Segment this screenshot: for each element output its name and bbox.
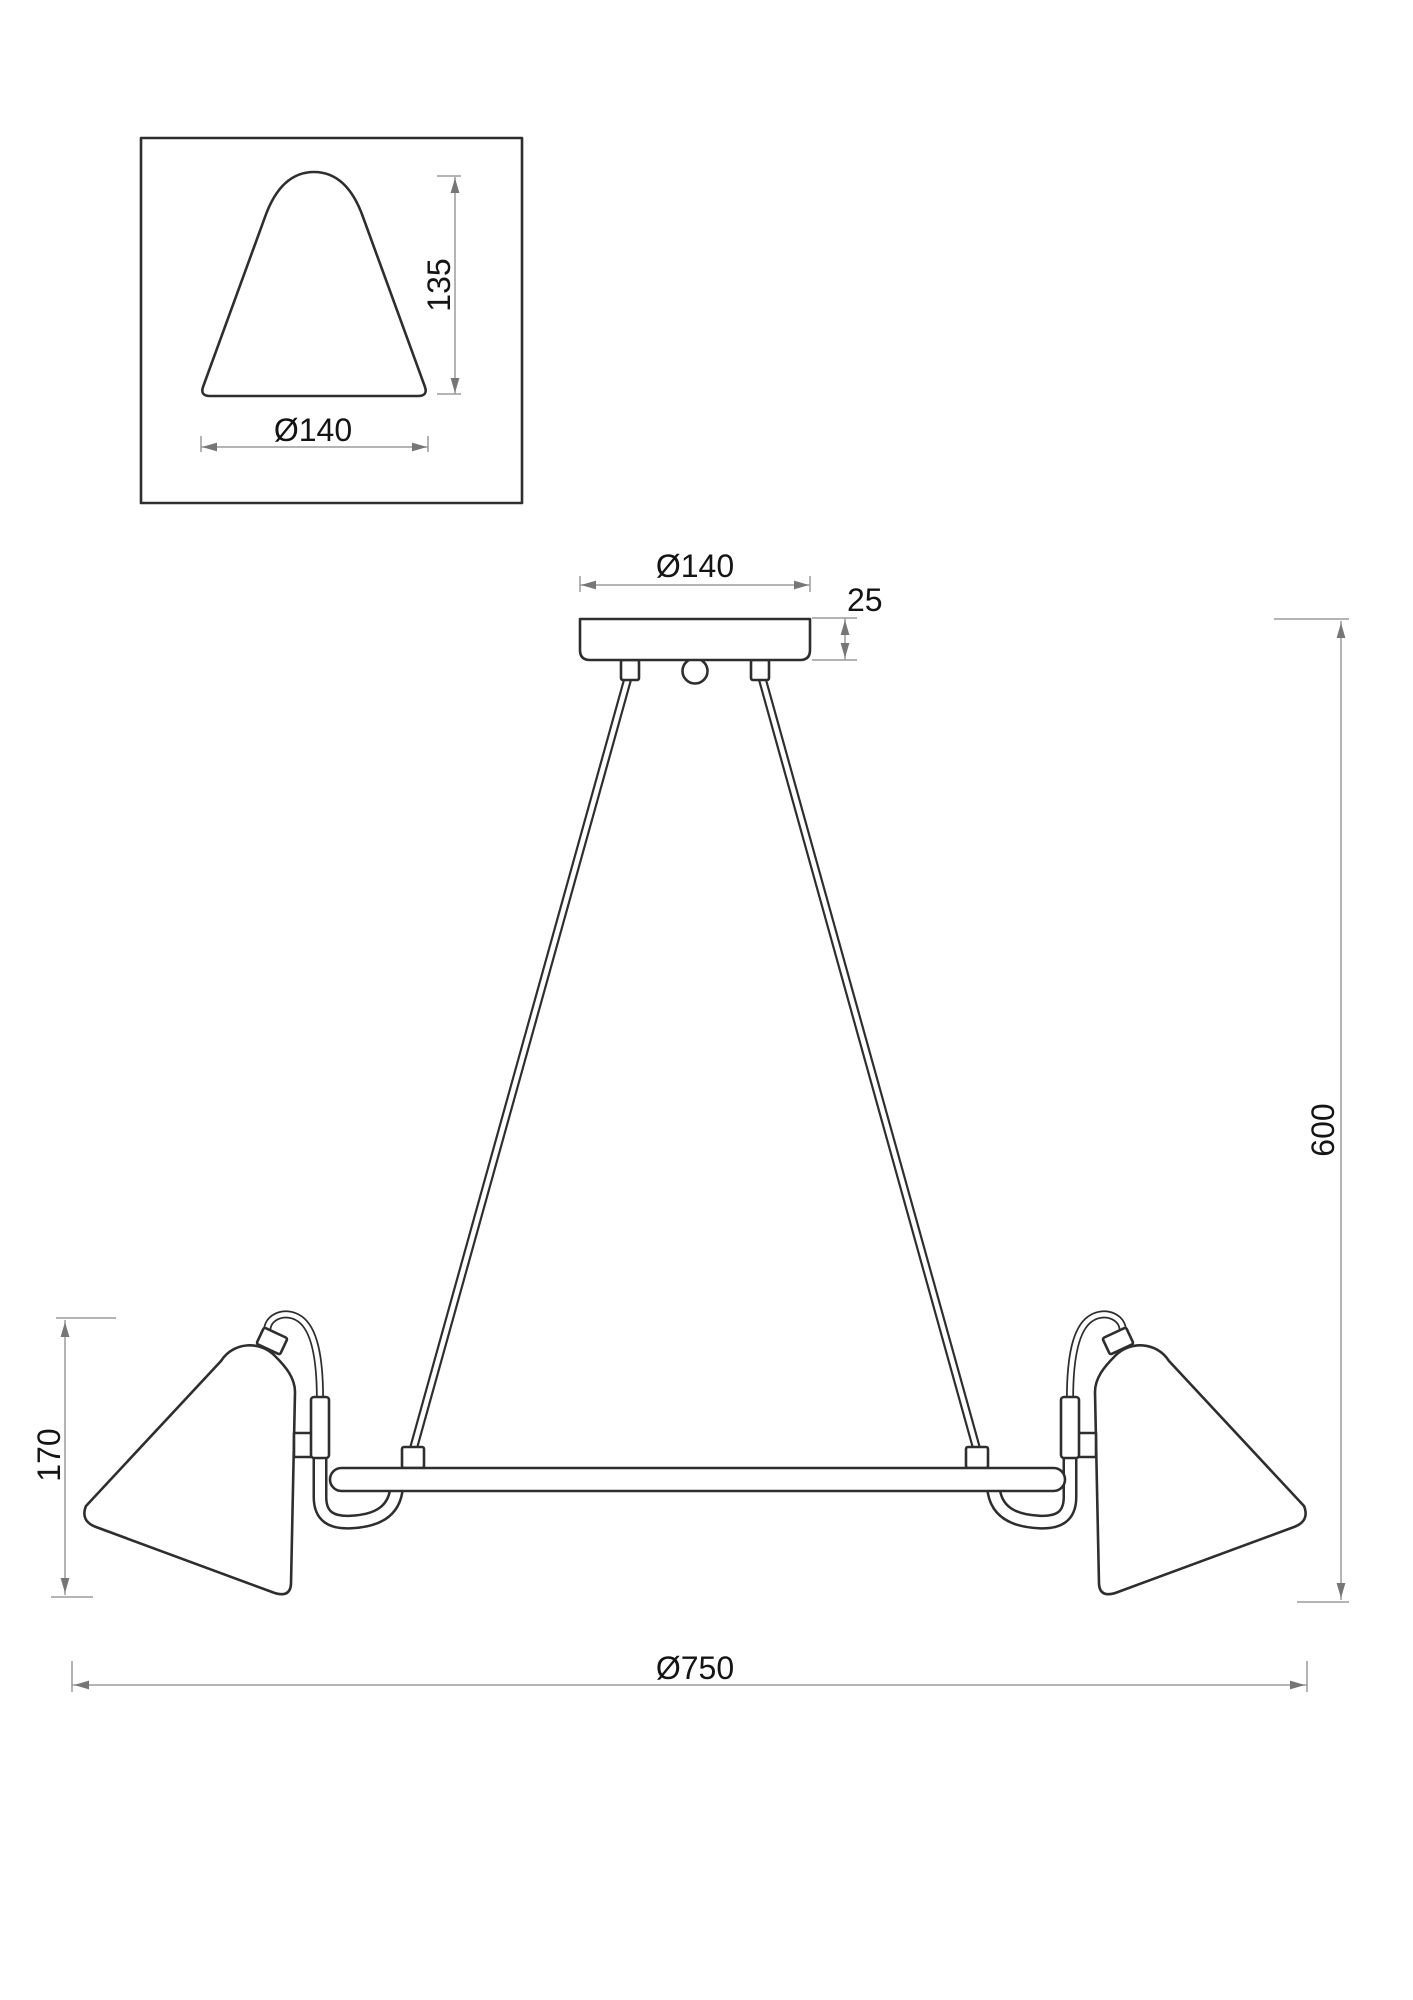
dim-arrow-up <box>451 178 460 193</box>
dim-overall-width <box>72 1650 1307 1692</box>
dim-overall-height <box>1274 619 1349 1602</box>
dim-label-detail-shade-width: Ø140 <box>273 412 353 448</box>
dim-arrow-right <box>794 581 809 590</box>
dim-label-detail-shade-height: 135 <box>421 258 457 312</box>
dim-arrow-right <box>412 443 427 452</box>
dim-arrow-left <box>202 443 217 452</box>
canopy-center-knob <box>683 659 708 684</box>
dim-detail-shade-width <box>201 412 428 452</box>
dim-arrow-up <box>841 620 850 635</box>
dim-label-overall-height: 600 <box>1305 1103 1341 1157</box>
dim-shade-assembly-height <box>31 1318 116 1597</box>
lamp-right <box>1061 1314 1306 1594</box>
lamp-left <box>84 1314 329 1594</box>
dim-arrow-left <box>74 1681 89 1690</box>
dim-label-canopy-diameter: Ø140 <box>655 548 735 584</box>
dim-label-shade-assembly-height: 170 <box>31 1428 67 1482</box>
bar-rod-block-left <box>402 1447 424 1468</box>
suspension-rod-right <box>759 678 981 1450</box>
dim-arrow-right <box>1290 1681 1305 1690</box>
canopy-rod-block-right <box>751 660 769 680</box>
horizontal-bar <box>330 1468 1065 1491</box>
dim-arrow-down <box>61 1578 70 1593</box>
suspension-rod-left <box>410 678 632 1450</box>
dim-arrow-left <box>581 581 596 590</box>
ceiling-canopy <box>580 619 810 660</box>
dim-label-canopy-thickness: 25 <box>847 582 883 618</box>
dim-canopy-diameter <box>580 548 810 592</box>
dim-arrow-up <box>61 1322 70 1337</box>
shade-left-outline <box>84 1345 295 1594</box>
canopy-rod-block-left <box>621 660 639 680</box>
dim-arrow-down <box>451 378 460 393</box>
dim-label-overall-width: Ø750 <box>655 1650 735 1686</box>
dim-detail-shade-height <box>421 176 461 394</box>
arm-sleeve <box>311 1397 329 1458</box>
bar-rod-block-right <box>966 1447 988 1468</box>
dim-arrow-down <box>1337 1583 1346 1598</box>
dim-canopy-thickness <box>812 582 883 660</box>
shade-mount-nub <box>294 1433 312 1457</box>
dim-arrow-up <box>1337 623 1346 638</box>
detail-shade-outline <box>202 172 425 396</box>
dim-arrow-down <box>841 643 850 658</box>
